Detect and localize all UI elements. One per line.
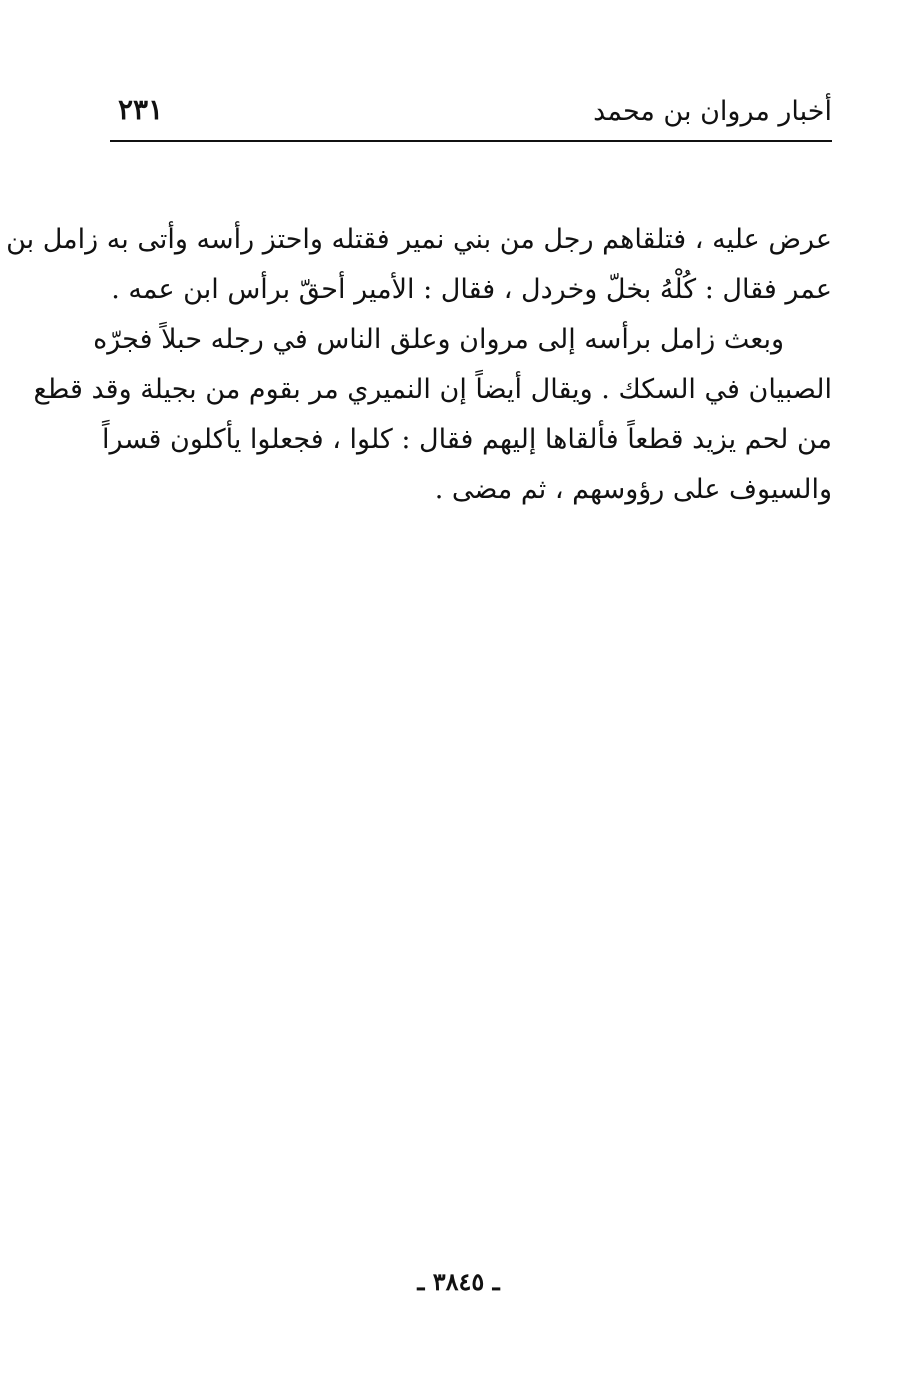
running-header <box>110 90 832 142</box>
text-line: الصبيان في السكك . ويقال أيضاً إن النميري مر بقوم من بجيلة وقد قطع <box>33 374 832 405</box>
text-line: وبعث زامل برأسه إلى مروان وعلق الناس في رجله حبلاً فجرّه <box>93 324 784 355</box>
footer-page-number: ـ ٣٨٤٥ ـ <box>417 1267 500 1296</box>
text-line: والسيوف على رؤوسهم ، ثم مضى . <box>434 474 832 505</box>
header-rule <box>110 140 832 142</box>
header-page-number: ٢٣١ <box>118 93 164 126</box>
running-header-title: أخبار مروان بن محمد <box>593 96 832 127</box>
text-line: عرض عليه ، فتلقاهم رجل من بني نمير فقتله واحتز رأسه وأتى به زامل بن <box>6 224 832 255</box>
text-line: عمر فقال : كُلْهُ بخلّ وخردل ، فقال : الأمير أحقّ برأس ابن عمه . <box>111 274 832 305</box>
text-line: من لحم يزيد قطعاً فألقاها إليهم فقال : كلوا ، فجعلوا يأكلون قسراً <box>102 424 832 455</box>
body-text <box>6 215 832 515</box>
